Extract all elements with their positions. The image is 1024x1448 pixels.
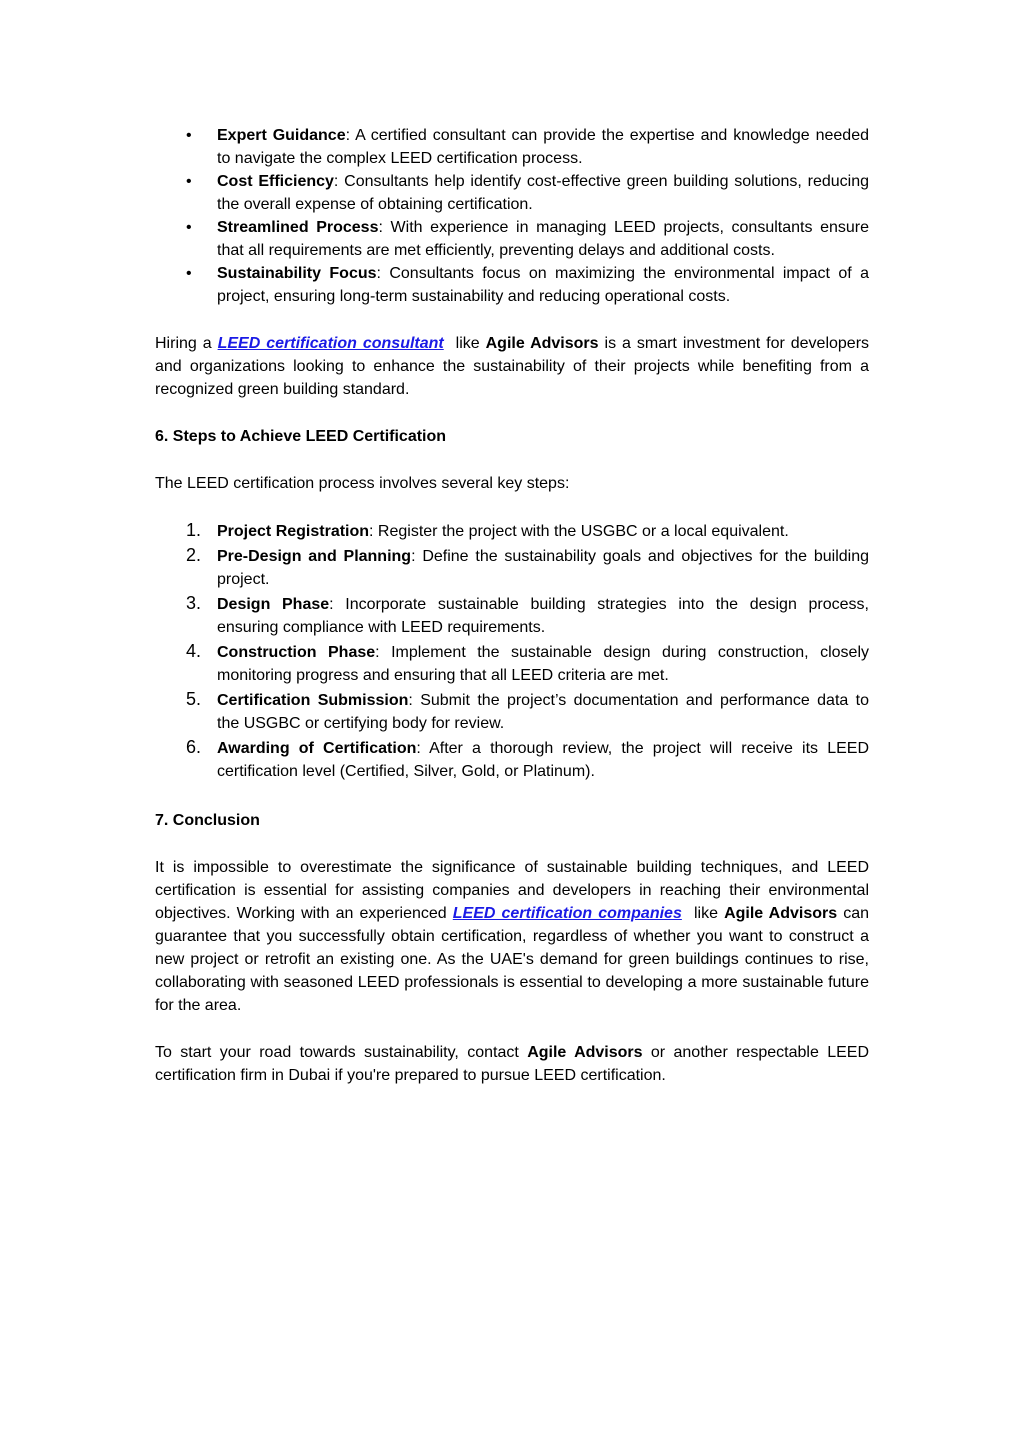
hiring-text-post: is a smart investment for developers and organizations looking to enhance the sustainability of their projects while benefiting from a recognized green building standard. <box>155 335 870 398</box>
conclusion-text-mid: like <box>681 905 725 922</box>
step-number: 6. <box>186 737 202 757</box>
brand-name: Agile Advisors <box>485 335 599 352</box>
brand-name: Agile Advisors <box>527 1044 643 1061</box>
step-text: : Register the project with the USGBC or a local equivalent. <box>369 523 789 540</box>
step-title: Pre-Design and Planning <box>217 548 412 565</box>
bullet-icon: • <box>186 265 192 282</box>
conclusion-text-pre: It is impossible to overestimate the significance of sustainable building techniques, and LEED certification is essential for assisting companies and developers in reaching their environmental objectives. Working with an experienced <box>155 859 869 922</box>
bullet-text: : Consultants help identify cost-effective green building solutions, reducing the overall expense of obtaining certification. <box>217 173 869 213</box>
conclusion-paragraph <box>155 856 869 1017</box>
document-body <box>155 124 869 1087</box>
step-text: : Implement the sustainable design during construction, closely monitoring progress and ensuring that all LEED criteria are met. <box>217 644 869 684</box>
benefits-list <box>155 124 869 308</box>
step-number: 3. <box>186 593 202 613</box>
list-item <box>155 520 869 543</box>
step-number: 5. <box>186 689 202 709</box>
step-title: Awarding of Certification <box>217 740 417 757</box>
step-title: Design Phase <box>217 596 330 613</box>
step-title: Certification Submission <box>217 692 409 709</box>
bullet-text: : With experience in managing LEED projects, consultants ensure that all requirements are met efficiently, preventing delays and additional costs. <box>217 219 870 259</box>
list-item <box>155 689 869 735</box>
step-number: 2. <box>186 545 202 565</box>
list-item <box>155 216 869 262</box>
hiring-text-pre: Hiring a <box>155 335 218 352</box>
bullet-icon: • <box>186 127 192 144</box>
step-text: : Submit the project’s documentation and performance data to the USGBC or certifying body for review. <box>217 692 870 732</box>
closing-text-post: or another respectable LEED certification firm in Dubai if you're prepared to pursue LEED certification. <box>155 1044 870 1084</box>
list-item <box>155 641 869 687</box>
bullet-icon: • <box>186 173 192 190</box>
step-text: : Incorporate sustainable building strategies into the design process, ensuring compliance with LEED requirements. <box>217 596 869 636</box>
brand-name: Agile Advisors <box>724 905 838 922</box>
hiring-text-mid: like <box>443 335 486 352</box>
steps-list <box>155 520 869 783</box>
section-6-heading: 6. Steps to Achieve LEED Certification <box>155 428 447 445</box>
bullet-title: Streamlined Process <box>217 219 379 236</box>
list-item <box>155 737 869 783</box>
list-item <box>155 593 869 639</box>
section-7-heading: 7. Conclusion <box>155 812 260 829</box>
closing-text-pre: To start your road towards sustainability, contact <box>155 1044 528 1061</box>
step-text: : After a thorough review, the project will receive its LEED certification level (Certified, Silver, Gold, or Platinum). <box>217 740 869 780</box>
step-number: 4. <box>186 641 202 661</box>
bullet-icon: • <box>186 219 192 236</box>
step-title: Construction Phase <box>217 644 376 661</box>
bullet-title: Expert Guidance <box>217 127 346 144</box>
leed-companies-link[interactable]: LEED certification companies <box>452 905 682 922</box>
step-title: Project Registration <box>217 523 370 540</box>
conclusion-text-post: can guarantee that you successfully obtain certification, regardless of whether you want to construct a new project or retrofit an existing one. As the UAE's demand for green buildings continues to rise, collaborating with seasoned LEED professionals is essential to developing a more sustainable future for the area. <box>155 905 870 1014</box>
leed-consultant-link[interactable]: LEED certification consultant <box>217 335 444 352</box>
list-item <box>155 262 869 308</box>
list-item <box>155 124 869 170</box>
section-6-intro: The LEED certification process involves several key steps: <box>155 475 570 492</box>
bullet-text: : A certified consultant can provide the expertise and knowledge needed to navigate the complex LEED certification process. <box>217 127 869 167</box>
hiring-paragraph <box>155 332 869 401</box>
closing-paragraph <box>155 1041 869 1087</box>
bullet-title: Cost Efficiency <box>217 173 334 190</box>
step-text: : Define the sustainability goals and objectives for the building project. <box>217 548 869 588</box>
step-number: 1. <box>186 520 202 540</box>
list-item <box>155 545 869 591</box>
bullet-text: : Consultants focus on maximizing the environmental impact of a project, ensuring long-term sustainability and reducing operational costs. <box>217 265 869 305</box>
list-item <box>155 170 869 216</box>
bullet-title: Sustainability Focus <box>217 265 377 282</box>
